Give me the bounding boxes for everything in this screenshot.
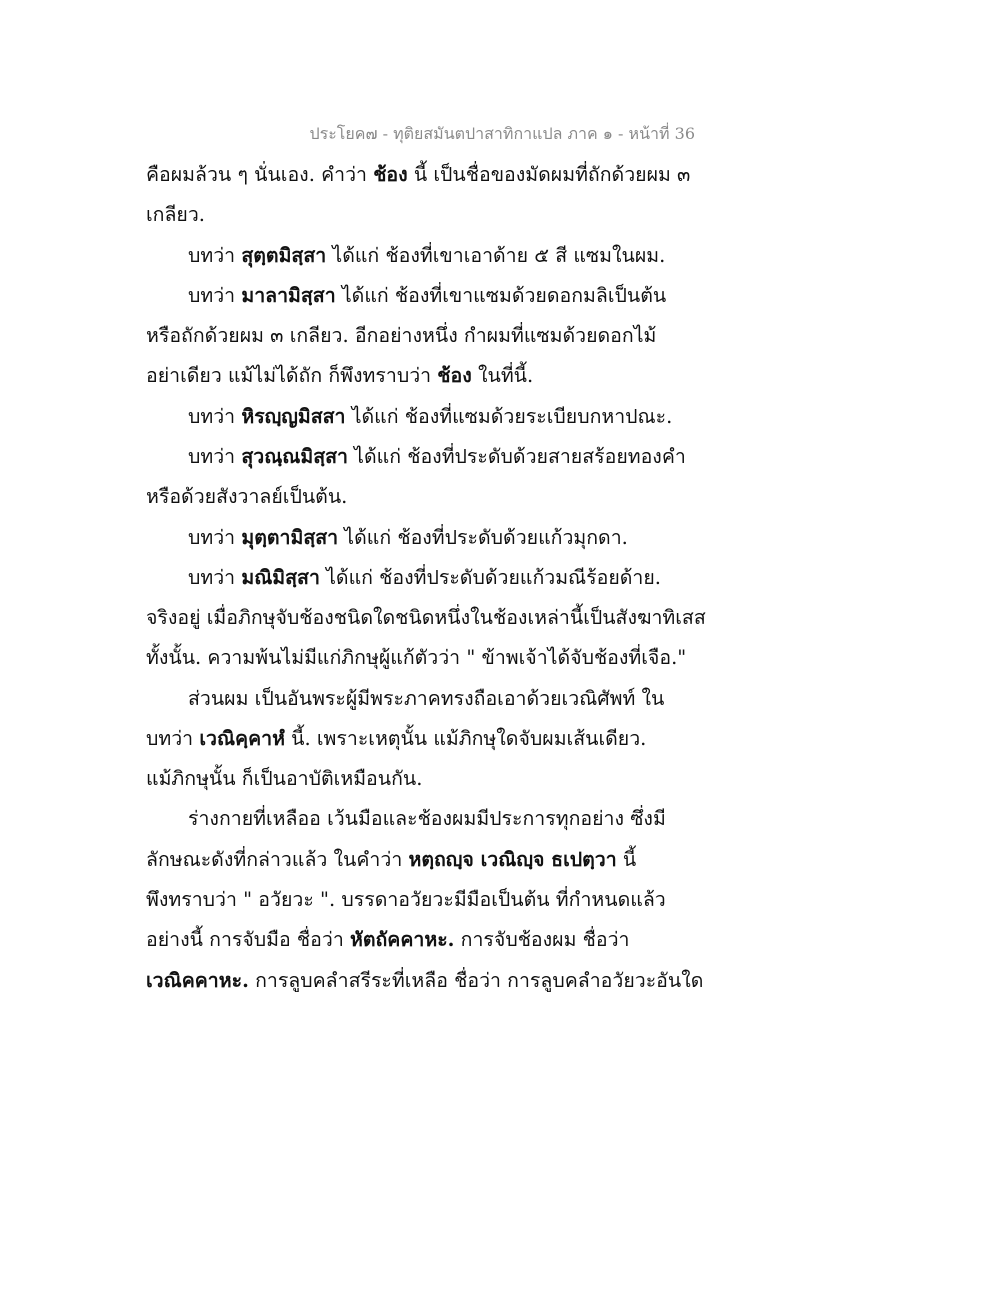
text-line: ร่างกายที่เหลืออ เว้นมือและช้องผมมีประการทุกอย่าง ซึ่งมี <box>188 807 666 830</box>
text-line: บทว่า หิรญฺญมิสสา ได้แก่ ช้องที่แซมด้วยระเบียบกหาปณะ. <box>188 405 673 428</box>
text-line: บทว่า มณิมิสฺสา ได้แก่ ช้องที่ประดับด้วยแก้วมณีร้อยด้าย. <box>188 566 661 589</box>
text-line: อย่างนี้ การจับมือ ชื่อว่า หัตถัคคาหะ. การจับช้องผม ชื่อว่า <box>146 928 630 951</box>
text-line: แม้ภิกษุนั้น ก็เป็นอาบัติเหมือนกัน. <box>146 767 423 790</box>
text-line: อย่าเดียว แม้ไม่ได้ถัก ก็พึงทราบว่า ช้อง ในที่นี้. <box>146 364 534 387</box>
text-line: ทั้งนั้น. ความพ้นไม่มีแก่ภิกษุผู้แก้ตัวว่า " ข้าพเจ้าได้จับช้องที่เจือ." <box>146 646 687 669</box>
text-line: บทว่า เวณิคฺคาหํ นี้. เพราะเหตุนั้น แม้ภิกษุใดจับผมเส้นเดียว. <box>146 727 647 750</box>
text-line: คือผมล้วน ๆ นั่นเอง. คำว่า ช้อง นี้ เป็นชื่อของมัดผมที่ถักด้วยผม ๓ <box>146 163 691 186</box>
text-line: หรือถักด้วยผม ๓ เกลียว. อีกอย่างหนึ่ง กำผมที่แซมด้วยดอกไม้ <box>146 324 657 347</box>
text-line: บทว่า มาลามิสฺสา ได้แก่ ช้องที่เขาแซมด้วยดอกมลิเป็นต้น <box>188 284 667 307</box>
text-line: บทว่า สุวณฺณมิสฺสา ได้แก่ ช้องที่ประดับด้วยสายสร้อยทองคำ <box>188 445 686 468</box>
text-line: จริงอยู่ เมื่อภิกษุจับช้องชนิดใดชนิดหนึ่งในช้องเหล่านี้เป็นสังฆาทิเสส <box>146 606 706 629</box>
text-line: เวณิคคาหะ. การลูบคลำสรีระที่เหลือ ชื่อว่า การลูบคลำอวัยวะอันใด <box>146 969 704 992</box>
text-line: ลักษณะดังที่กล่าวแล้ว ในคำว่า หตฺถญฺจ เวณิญฺจ ธเปตฺวา นี้ <box>146 848 637 871</box>
page-header: ประโยค๗ - ทุติยสมันตปาสาทิกาแปล ภาค ๑ - หน้าที่ 36 <box>309 124 695 143</box>
text-line: เกลียว. <box>146 203 205 226</box>
text-line: พึงทราบว่า " อวัยวะ ". บรรดาอวัยวะมีมือเป็นต้น ที่กำหนดแล้ว <box>146 888 666 911</box>
text-line: บทว่า มุตฺตามิสฺสา ได้แก่ ช้องที่ประดับด้วยแก้วมุกดา. <box>188 526 628 549</box>
text-line: บทว่า สุตฺตมิสฺสา ได้แก่ ช้องที่เขาเอาด้าย ๕ สี แซมในผม. <box>188 244 666 267</box>
text-line: ส่วนผม เป็นอันพระผู้มีพระภาคทรงถือเอาด้วยเวณิศัพท์ ใน <box>188 687 665 710</box>
text-line: หรือด้วยสังวาลย์เป็นต้น. <box>146 485 348 508</box>
